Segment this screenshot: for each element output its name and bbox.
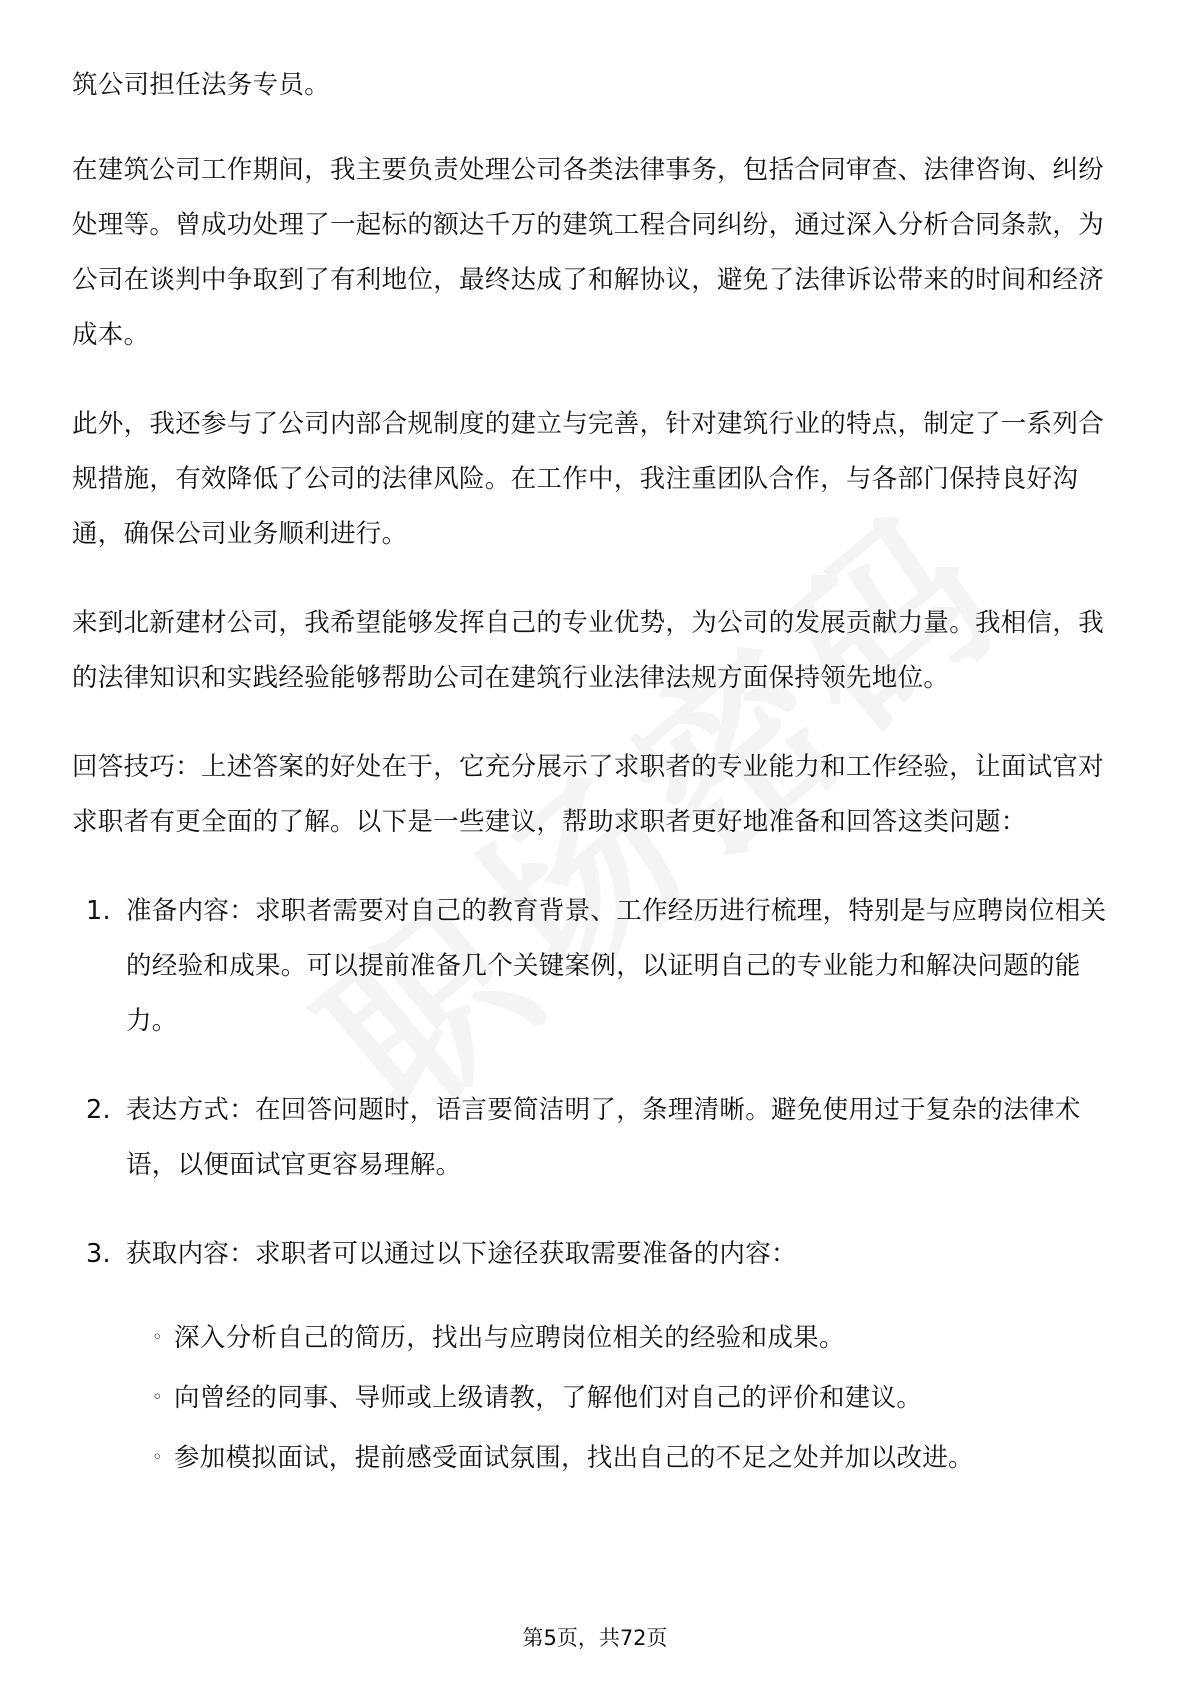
paragraph: 在建筑公司工作期间，我主要负责处理公司各类法律事务，包括合同审查、法律咨询、纠纷处理等。曾成功处理了一起标的额达千万的建筑工程合同纠纷，通过深入分析合同条款，为公司在谈判中争取到了有利地位，最终达成了和解协议，避免了法律诉讼带来的时间和经济成本。: [72, 155, 1105, 350]
paragraph: 此外，我还参与了公司内部合规制度的建立与完善，针对建筑行业的特点，制定了一系列合规措施，有效降低了公司的法律风险。在工作中，我注重团队合作，与各部门保持良好沟通，确保公司业务顺利进行。: [72, 409, 1105, 549]
bullet-item-text: 参加模拟面试，提前感受面试氛围，找出自己的不足之处并加以改进。: [174, 1443, 974, 1473]
list-item: [72, 1227, 1122, 1488]
list-item-text: 获取内容：求职者可以通过以下途径获取需要准备的内容：: [126, 1239, 797, 1269]
list-item-text: 表达方式：在回答问题时，语言要简洁明了，条理清晰。避免使用过于复杂的法律术语，以便面试官更容易理解。: [126, 1095, 1081, 1180]
list-item-text: 准备内容：求职者需要对自己的教育背景、工作经历进行梳理，特别是与应聘岗位相关的经验和成果。可以提前准备几个关键案例，以证明自己的专业能力和解决问题的能力。: [126, 896, 1107, 1036]
bullet-icon: ◦: [152, 1327, 163, 1348]
page-footer: 第5页，共72页: [522, 1626, 668, 1650]
document-body: [72, 58, 1122, 1522]
bullet-item: [126, 1368, 1122, 1428]
list-item: [72, 1083, 1122, 1193]
list-number: 1.: [86, 896, 111, 926]
paragraph: 来到北新建材公司，我希望能够发挥自己的专业优势，为公司的发展贡献力量。我相信，我的法律知识和实践经验能够帮助公司在建筑行业法律法规方面保持领先地位。: [72, 608, 1105, 693]
bullet-list: [126, 1308, 1122, 1488]
list-item: [72, 884, 1122, 1049]
paragraph: 回答技巧：上述答案的好处在于，它充分展示了求职者的专业能力和工作经验，让面试官对求职者有更全面的了解。以下是一些建议，帮助求职者更好地准备和回答这类问题：: [72, 752, 1105, 837]
bullet-item-text: 向曾经的同事、导师或上级请教，了解他们对自己的评价和建议。: [174, 1383, 923, 1413]
list-number: 2.: [86, 1095, 111, 1125]
numbered-list: [72, 884, 1122, 1488]
bullet-item: [126, 1308, 1122, 1368]
bullet-item: [126, 1428, 1122, 1488]
paragraph: 筑公司担任法务专员。: [72, 70, 331, 100]
bullet-icon: ◦: [152, 1447, 163, 1468]
bullet-icon: ◦: [152, 1387, 163, 1408]
bullet-item-text: 深入分析自己的简历，找出与应聘岗位相关的经验和成果。: [174, 1323, 845, 1353]
list-number: 3.: [86, 1239, 111, 1269]
